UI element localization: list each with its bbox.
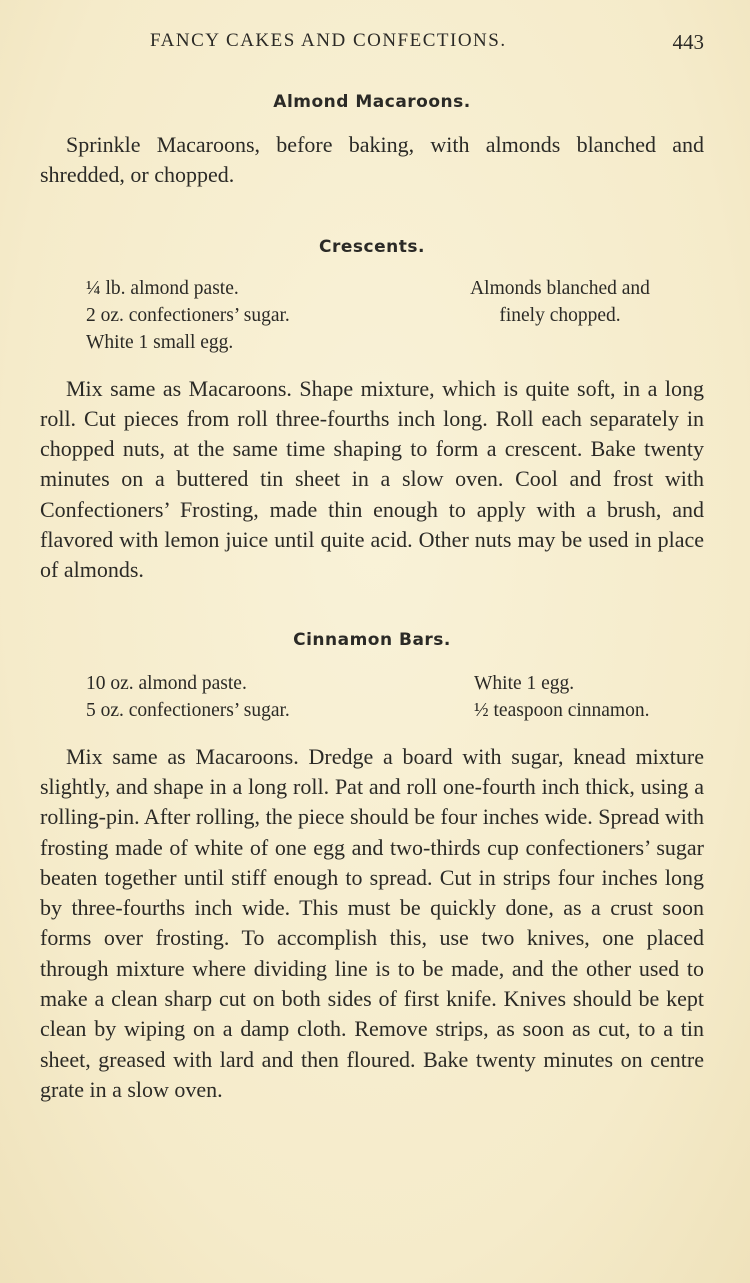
ingredient-item: 5 oz. confectioners’ sugar. [86, 699, 290, 721]
ingredient-item: finely chopped. [499, 304, 621, 326]
ingredients-left-column [86, 275, 440, 356]
ingredient-item: ½ teaspoon cinnamon. [474, 699, 650, 721]
page-content [40, 92, 704, 1105]
running-title: FANCY CAKES AND CONFECTIONS. [150, 30, 507, 51]
ingredient-item: 10 oz. almond paste. [86, 672, 247, 694]
ingredient-item: White 1 egg. [474, 672, 575, 694]
heading-almond-macaroons: Almond Macaroons. [273, 92, 471, 112]
page-number: 443 [672, 30, 704, 54]
running-header [40, 30, 704, 60]
ingredient-item: Almonds blanched and [470, 277, 650, 299]
paragraph-almond-macaroons: Sprinkle Macaroons, before baking, with almonds blanched and shredded, or chopped. [40, 132, 704, 188]
ingredients-cinnamon-bars [40, 670, 704, 724]
ingredients-right-column [440, 275, 704, 356]
paragraph-cinnamon-bars: Mix same as Macaroons. Dredge a board with sugar, knead mixture slightly, and shape in a long roll. Pat and roll one-fourth inch thick, using a rolling-pin. After rolling, the piece should be four inches wide. Spread with frosting made of white of one egg and two-thirds cup confectioners’ sugar beaten together until stiff enough to spread. Cut in strips four inches long by three-fourths inch wide. This must be quickly done, as a crust soon forms over frosting. To accomplish this, use two knives, one placed through mixture where dividing line is to be made, and the other used to make a clean sharp cut on both sides of first knife. Knives should be kept clean by wiping on a damp cloth. Remove strips, as soon as cut, to a tin sheet, greased with lard and then floured. Bake twenty minutes on centre grate in a slow oven. [40, 743, 704, 1102]
heading-cinnamon-bars: Cinnamon Bars. [293, 629, 451, 650]
ingredient-item: White 1 small egg. [86, 331, 234, 353]
ingredients-left-column [86, 670, 440, 724]
ingredients-crescents [40, 275, 704, 356]
paragraph-crescents: Mix same as Macaroons. Shape mixture, which is quite soft, in a long roll. Cut pieces from roll three-fourths inch long. Roll each separately in chopped nuts, at the same time shaping to form a crescent. Bake twenty minutes on a buttered tin sheet in a slow oven. Cool and frost with Confectioners’ Frosting, made thin enough to apply with a brush, and flavored with lemon juice until quite acid. Other nuts may be used in place of almonds. [40, 375, 704, 583]
ingredients-right-column [440, 670, 704, 724]
heading-crescents: Crescents. [319, 236, 425, 257]
ingredient-item: ¼ lb. almond paste. [86, 277, 239, 299]
ingredient-item: 2 oz. confectioners’ sugar. [86, 304, 290, 326]
